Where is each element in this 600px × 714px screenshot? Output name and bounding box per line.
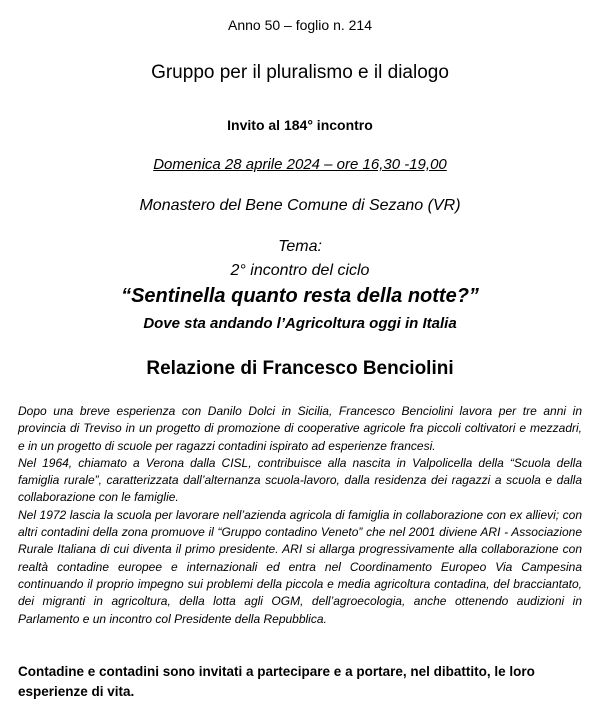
event-date-time: Domenica 28 aprile 2024 – ore 16,30 -19,00: [153, 156, 447, 173]
theme-title: “Sentinella quanto resta della notte?”: [121, 285, 479, 307]
theme-subtitle: Dove sta andando l’Agricoltura oggi in Italia: [143, 315, 457, 332]
closing-invitation: Contadine e contadini sono invitati a partecipare e a portare, nel dibattito, le loro esperienze di vita.: [18, 664, 535, 699]
group-name: Gruppo per il pluralismo e il dialogo: [151, 62, 449, 83]
speaker-bio: [18, 403, 582, 628]
issue-number: Anno 50 – foglio n. 214: [227, 17, 372, 33]
speaker-heading: Relazione di Francesco Benciolini: [146, 358, 454, 379]
invite-heading: Invito al 184° incontro: [227, 117, 373, 133]
theme-cycle: 2° incontro del ciclo: [230, 262, 370, 279]
bio-paragraph: Nel 1964, chiamato a Verona dalla CISL, contribuisce alla nascita in Valpolicella della “Scuola della famiglia rurale”, caratterizzata dall’alternanza scuola-lavoro, dalla residenza dei ragazzi a scuola e dalla collaborazione con le famiglie.: [18, 455, 582, 505]
bio-paragraph: Dopo una breve esperienza con Danilo Dolci in Sicilia, Francesco Benciolini lavora per tre anni in provincia di Treviso in un progetto di promozione di cooperative agricole fra piccoli coltivatori e mezzadri, e in un progetto di scuole per ragazzi contadini ispirato ad esperienze francesi.: [18, 404, 582, 453]
bio-paragraph: Nel 1972 lascia la scuola per lavorare nell’azienda agricola di famiglia in collaborazione con ex allievi; con altri contadini della zona promuove il “Gruppo contadino Veneto” che nel 2001 diviene ARI - Associazione Rurale Italiana di cui diventa il primo presidente. ARI si allarga progressivamente alla collaborazione con realtà contadine europee e internazionali ed entra nel Coordinamento Europeo Via Campesina continuando il proprio impegno sui problemi della piccola e media agricoltura contadina, del bracciantato, dei migranti in agricoltura, della lotta agli OGM, dell’agroecologia, anche ottenendo audizioni in Parlamento e un incontro col Presidente della Repubblica.: [18, 507, 582, 626]
event-venue: Monastero del Bene Comune di Sezano (VR): [139, 197, 461, 214]
theme-label: Tema:: [278, 238, 322, 255]
